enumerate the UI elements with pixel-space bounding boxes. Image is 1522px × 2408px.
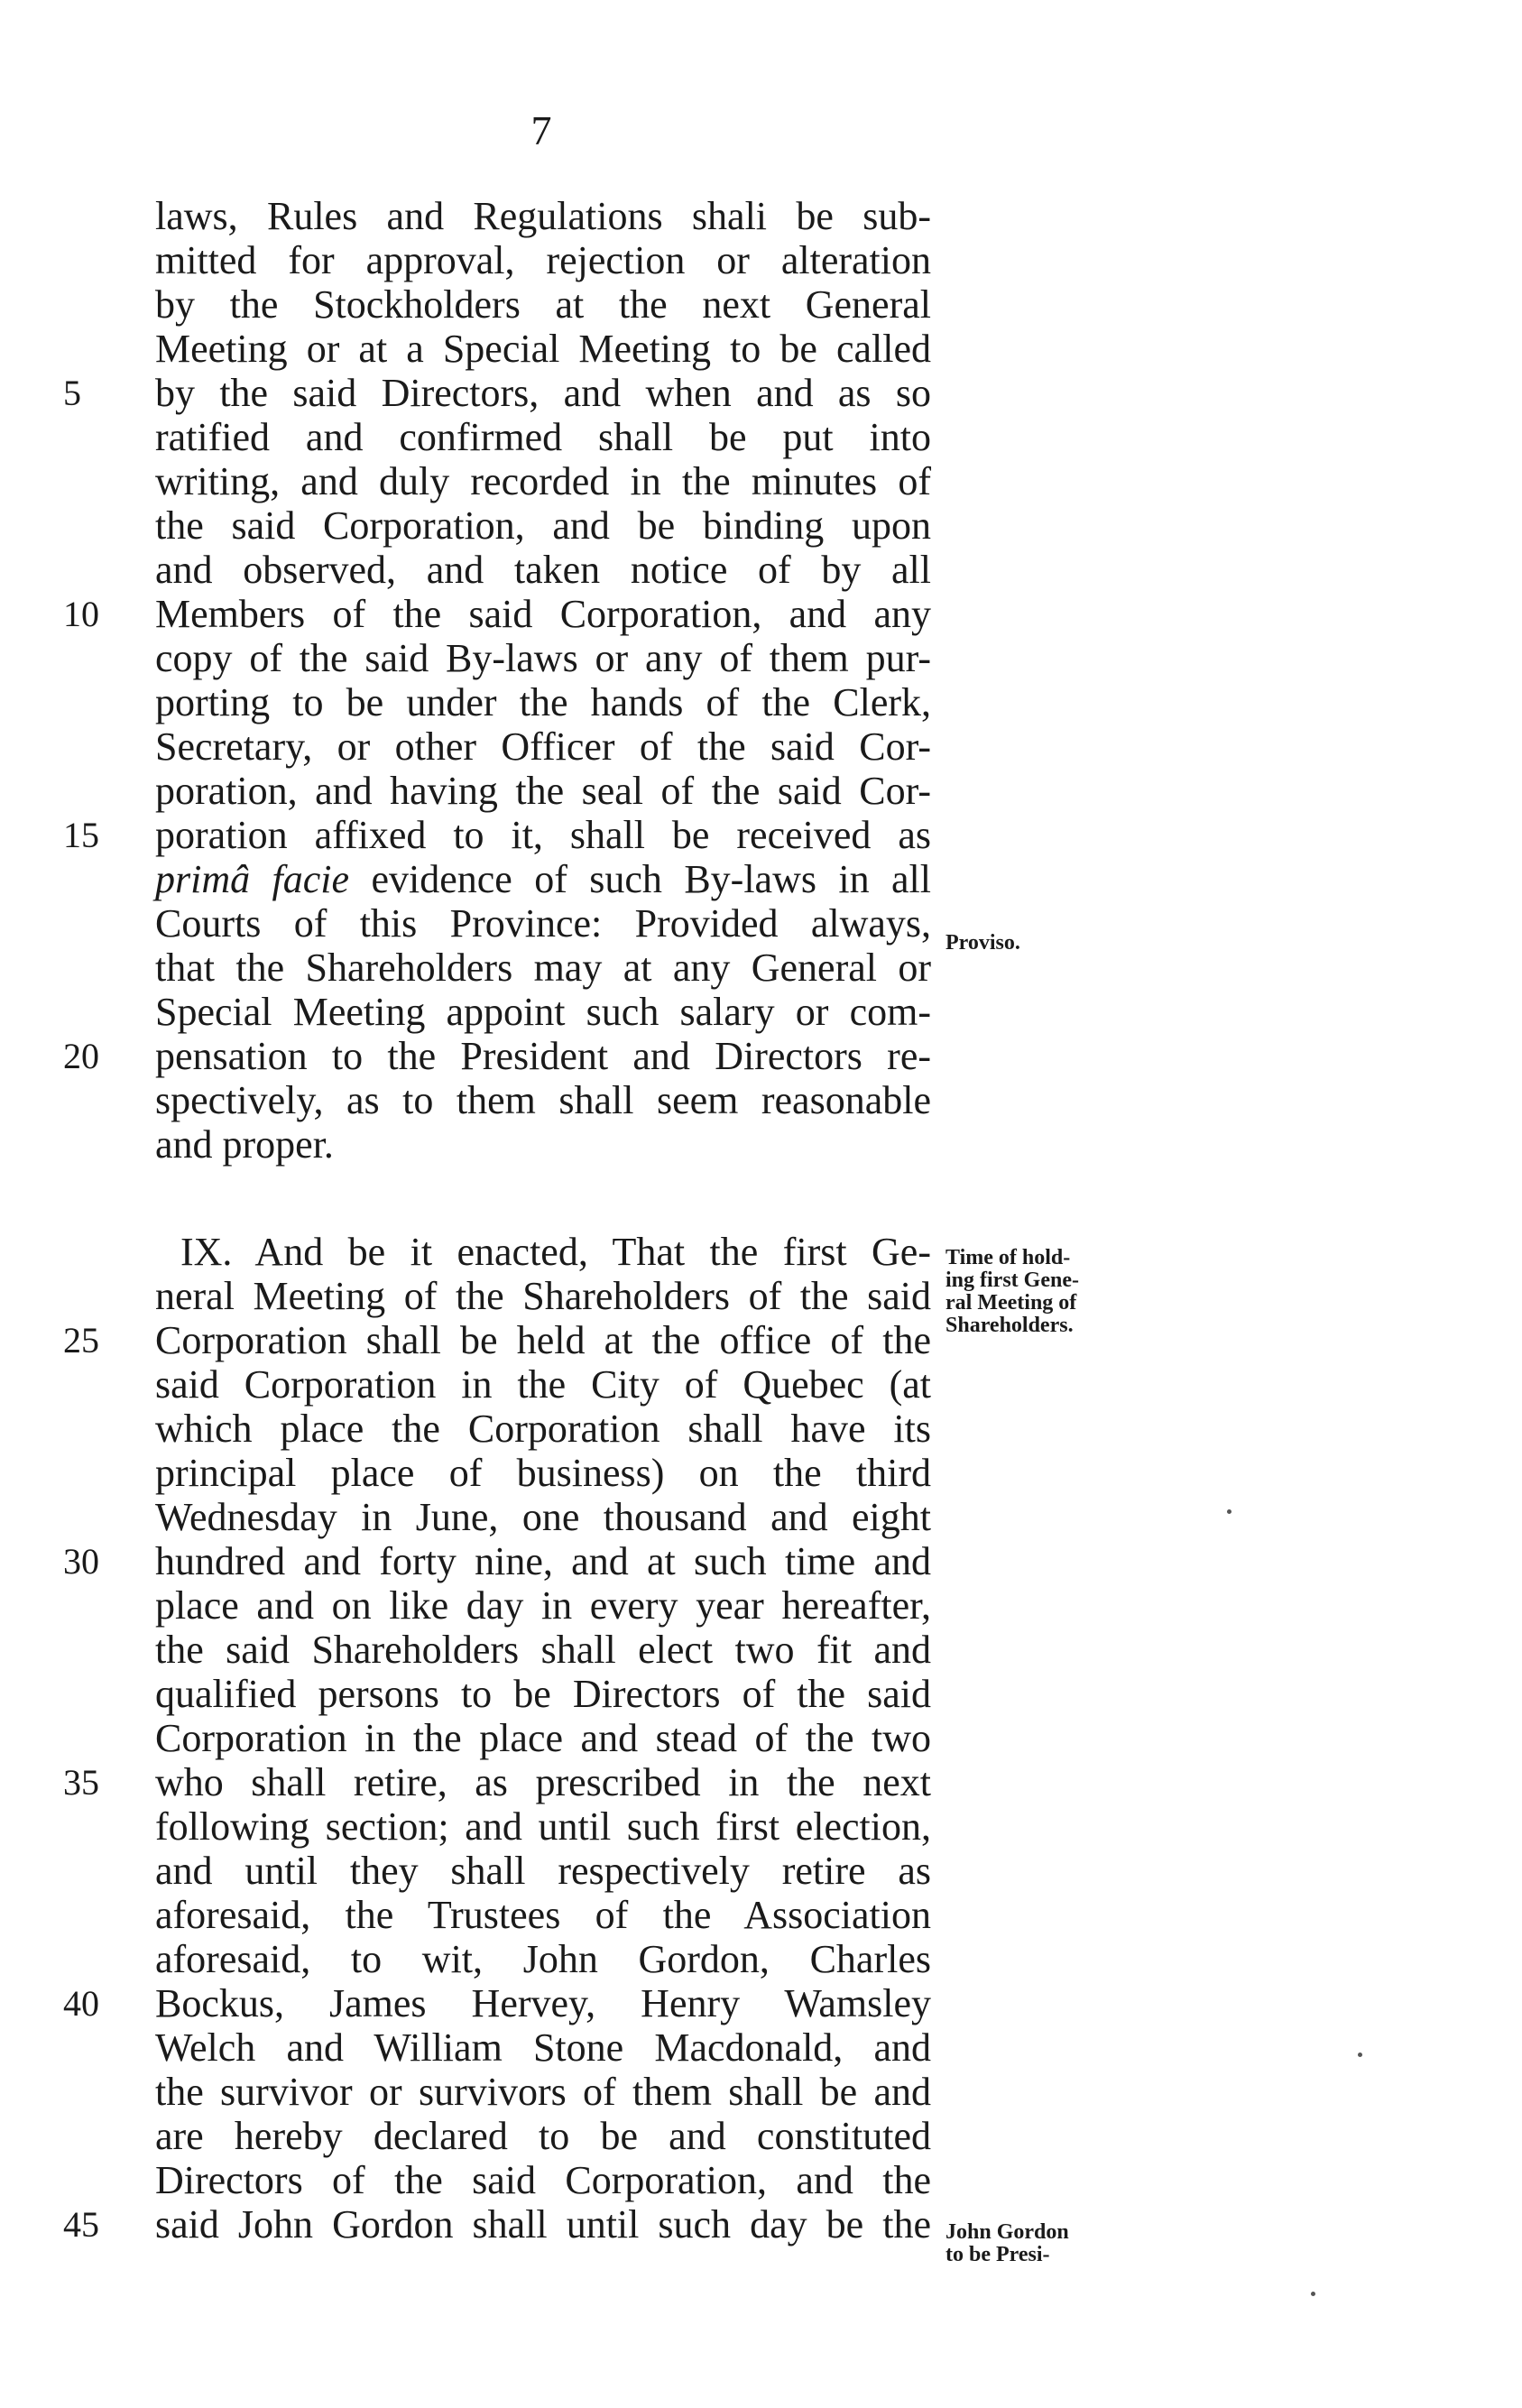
line-text: writing, and duly recorded in the minutes of	[155, 459, 931, 503]
note-text: to be Presi-	[945, 2243, 1050, 2266]
text-line	[63, 813, 931, 857]
text-line	[63, 1034, 931, 1078]
text-line	[155, 769, 931, 813]
note-text: Shareholders.	[945, 1314, 1074, 1337]
text-line	[155, 1122, 931, 1167]
line-number: 20	[63, 1036, 99, 1076]
note-text: Time of hold-	[945, 1246, 1071, 1269]
line-number: 5	[63, 373, 81, 413]
text-line	[155, 2070, 931, 2114]
text-line	[63, 1981, 931, 2025]
line-number: 45	[63, 2204, 99, 2245]
scan-speck	[1358, 2053, 1362, 2057]
note-text: John Gordon	[945, 2220, 1069, 2244]
scan-speck	[1311, 2292, 1315, 2296]
line-number: 40	[63, 1983, 99, 2024]
text-line	[155, 1078, 931, 1122]
line-space	[349, 857, 371, 901]
line-text: principal place of business) on the third	[155, 1451, 931, 1495]
line-text: Corporation shall be held at the office of the	[155, 1318, 931, 1362]
text-line	[155, 1274, 931, 1318]
line-text: and proper.	[155, 1122, 334, 1167]
line-text: Corporation in the place and stead of the two	[155, 1716, 931, 1760]
line-number: 30	[63, 1541, 99, 1582]
text-line	[155, 238, 931, 282]
line-text: laws, Rules and Regulations shali be sub-	[155, 194, 931, 238]
line-number: 35	[63, 1762, 99, 1803]
page-number: 7	[530, 107, 552, 153]
line-text: neral Meeting of the Shareholders of the said	[155, 1274, 931, 1318]
text-line	[155, 857, 931, 901]
text-line	[155, 327, 931, 371]
line-text: are hereby declared to be and constituted	[155, 2114, 931, 2158]
line-text: aforesaid, the Trustees of the Association	[155, 1893, 931, 1937]
line-number: 10	[63, 594, 99, 634]
margin-note-proviso	[945, 932, 1020, 955]
note-text: ral Meeting of	[945, 1291, 1077, 1315]
line-text: the survivor or survivors of them shall be and	[155, 2070, 931, 2114]
line-text: and observed, and taken notice of by all	[155, 548, 931, 592]
text-line	[155, 503, 931, 548]
text-line	[155, 459, 931, 503]
text-line	[155, 1407, 931, 1451]
text-line	[155, 194, 931, 238]
line-number: 25	[63, 1320, 99, 1361]
text-line	[155, 724, 931, 769]
text-line	[155, 2158, 931, 2202]
text-line	[155, 1583, 931, 1628]
line-text: pensation to the President and Directors re-	[155, 1034, 931, 1078]
line-text: IX. And be it enacted, That the first Ge-	[180, 1230, 931, 1274]
line-text: ratified and confirmed shall be put into	[155, 415, 931, 459]
line-text: mitted for approval, rejection or alteration	[155, 238, 931, 282]
line-text: spectively, as to them shall seem reasonable	[155, 1078, 931, 1122]
note-text: Proviso.	[945, 931, 1020, 955]
line-text: that the Shareholders may at any General or	[155, 946, 931, 990]
body-text	[63, 194, 931, 2247]
text-line	[155, 1451, 931, 1495]
scan-speck	[1227, 1509, 1231, 1514]
line-text: Special Meeting appoint such salary or com-	[155, 990, 931, 1034]
text-line	[63, 1318, 931, 1362]
text-line	[155, 680, 931, 724]
italic-phrase: primâ facie	[155, 857, 350, 901]
line-text: place and on like day in every year hereafter,	[155, 1583, 931, 1628]
line-text: Courts of this Province: Provided always,	[155, 901, 931, 946]
text-line	[63, 371, 931, 415]
text-line	[155, 901, 931, 946]
line-text: Wednesday in June, one thousand and eight	[155, 1495, 931, 1539]
text-line	[155, 1628, 931, 1672]
section-ix-heading-line	[155, 1230, 931, 1274]
text-line	[155, 946, 931, 990]
text-line	[155, 2025, 931, 2070]
text-line	[155, 1362, 931, 1407]
line-text: Directors of the said Corporation, and the	[155, 2158, 931, 2202]
line-text: the said Shareholders shall elect two fit and	[155, 1628, 931, 1672]
line-text: copy of the said By-laws or any of them pur-	[155, 636, 931, 680]
margin-note-john-gordon	[945, 2221, 1069, 2266]
line-text: Welch and William Stone Macdonald, and	[155, 2025, 931, 2070]
line-text: who shall retire, as prescribed in the next	[155, 1760, 931, 1804]
line-text: poration affixed to it, shall be received as	[155, 813, 931, 857]
line-text: Meeting or at a Special Meeting to be called	[155, 327, 931, 371]
line-text: qualified persons to be Directors of the said	[155, 1672, 931, 1716]
line-text: aforesaid, to wit, John Gordon, Charles	[155, 1937, 931, 1981]
line-text: said Corporation in the City of Quebec (at	[155, 1362, 931, 1407]
text-line	[155, 1849, 931, 1893]
line-text: Bockus, James Hervey, Henry Wamsley	[155, 1981, 931, 2025]
line-text: Members of the said Corporation, and any	[155, 592, 931, 636]
line-number: 15	[63, 815, 99, 855]
text-line	[63, 1539, 931, 1583]
text-line	[155, 1893, 931, 1937]
line-text: and until they shall respectively retire as	[155, 1849, 931, 1893]
text-line	[155, 636, 931, 680]
text-line	[63, 1760, 931, 1804]
margin-note-time-of-holding	[945, 1247, 1079, 1337]
line-text: by the Stockholders at the next General	[155, 282, 931, 327]
line-text: hundred and forty nine, and at such time and	[155, 1539, 931, 1583]
line-text: which place the Corporation shall have its	[155, 1407, 931, 1451]
text-line	[155, 990, 931, 1034]
line-text: Secretary, or other Officer of the said Cor-	[155, 724, 931, 769]
line-text: porting to be under the hands of the Clerk,	[155, 680, 931, 724]
text-line	[155, 1716, 931, 1760]
text-line	[155, 1495, 931, 1539]
line-text: said John Gordon shall until such day be the	[155, 2202, 931, 2247]
text-line	[155, 1937, 931, 1981]
text-line	[155, 1804, 931, 1849]
note-text: ing first Gene-	[945, 1269, 1079, 1292]
text-line	[155, 548, 931, 592]
line-text: evidence of such By-laws in all	[371, 857, 931, 901]
text-line	[155, 1672, 931, 1716]
line-text: following section; and until such first election,	[155, 1804, 931, 1849]
text-line	[155, 415, 931, 459]
text-line	[155, 282, 931, 327]
text-line	[63, 2202, 931, 2247]
text-line	[155, 2114, 931, 2158]
text-line	[63, 592, 931, 636]
line-text: the said Corporation, and be binding upon	[155, 503, 931, 548]
line-text: poration, and having the seal of the said Cor-	[155, 769, 931, 813]
line-text: by the said Directors, and when and as so	[155, 371, 931, 415]
